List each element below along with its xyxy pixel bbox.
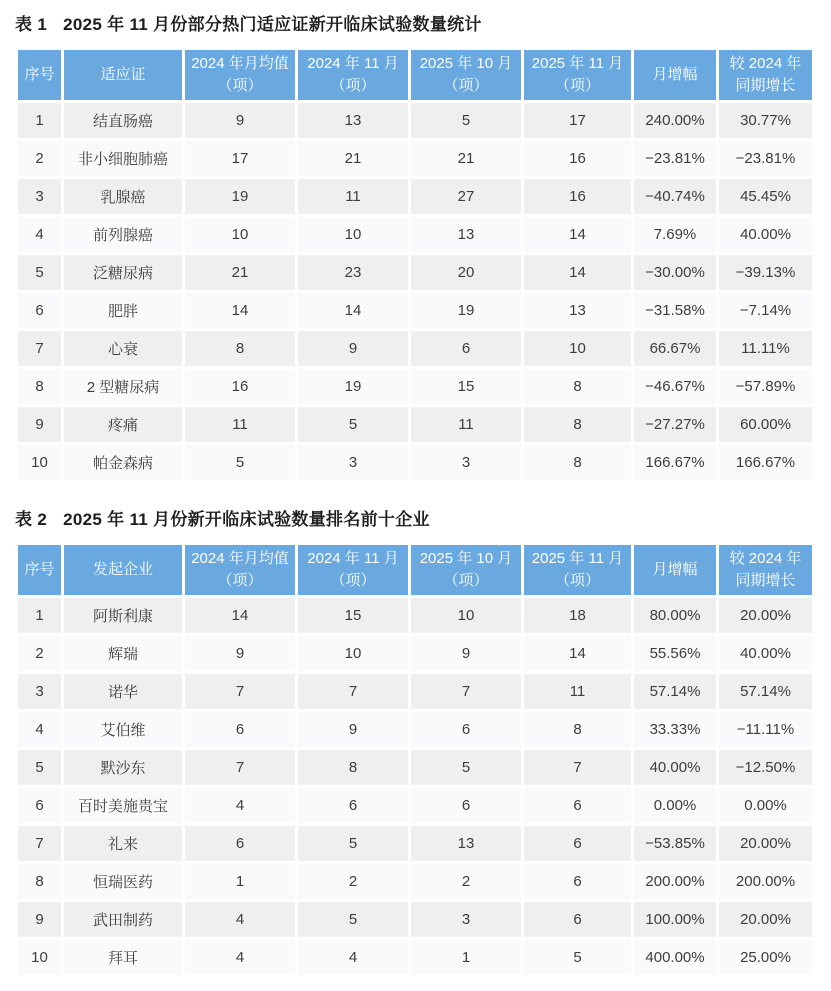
- table-cell: 2: [411, 864, 521, 899]
- table-cell: 3: [18, 674, 61, 709]
- column-header-line: 序号: [24, 66, 55, 84]
- table-cell: 166.67%: [634, 445, 716, 480]
- table-cell: 0.00%: [719, 788, 812, 823]
- table-cell: 19: [185, 179, 295, 214]
- table-cell: 6: [411, 331, 521, 366]
- table-cell: −40.74%: [634, 179, 716, 214]
- table-cell: 66.67%: [634, 331, 716, 366]
- table-cell: 默沙东: [64, 750, 182, 785]
- table-cell: 10: [298, 217, 408, 252]
- table-cell: 百时美施贵宝: [64, 788, 182, 823]
- table-cell: 8: [524, 369, 631, 404]
- table-cell: 4: [298, 940, 408, 975]
- table-cell: 2 型糖尿病: [64, 369, 182, 404]
- table-cell: 21: [185, 255, 295, 290]
- column-header: [64, 50, 182, 100]
- table-row: [18, 598, 812, 633]
- table-cell: 前列腺癌: [64, 217, 182, 252]
- table-row: [18, 255, 812, 290]
- table-cell: 240.00%: [634, 103, 716, 138]
- column-header-line: 2025 年 11 月: [531, 550, 624, 568]
- table-cell: 9: [298, 712, 408, 747]
- column-header: [411, 545, 521, 595]
- table-cell: −7.14%: [719, 293, 812, 328]
- table-cell: 4: [185, 902, 295, 937]
- table-cell: 9: [185, 636, 295, 671]
- table-cell: 8: [524, 407, 631, 442]
- table-cell: 10: [18, 445, 61, 480]
- table-cell: 4: [185, 788, 295, 823]
- table-cell: 0.00%: [634, 788, 716, 823]
- table-cell: 5: [185, 445, 295, 480]
- table-cell: 14: [185, 293, 295, 328]
- table2-label: 表 2: [15, 510, 48, 530]
- table-cell: 40.00%: [719, 636, 812, 671]
- table-cell: 40.00%: [719, 217, 812, 252]
- table-cell: 11: [298, 179, 408, 214]
- header-row: [18, 50, 812, 100]
- table-cell: 18: [524, 598, 631, 633]
- table-cell: 14: [185, 598, 295, 633]
- table-cell: 拜耳: [64, 940, 182, 975]
- table-cell: 19: [298, 369, 408, 404]
- table2-header: [18, 545, 812, 595]
- column-header-line: （项）: [330, 77, 376, 95]
- column-header-line: 较 2024 年: [729, 55, 802, 73]
- table-row: [18, 445, 812, 480]
- table-cell: 8: [298, 750, 408, 785]
- table1-caption: [15, 14, 816, 36]
- column-header: [185, 50, 295, 100]
- table-cell: 6: [524, 902, 631, 937]
- table1-body: [18, 103, 812, 480]
- table-cell: 13: [411, 826, 521, 861]
- table-cell: 200.00%: [719, 864, 812, 899]
- table-cell: 17: [524, 103, 631, 138]
- table-cell: 20.00%: [719, 598, 812, 633]
- table-cell: 14: [298, 293, 408, 328]
- table-cell: 9: [18, 902, 61, 937]
- table-cell: 14: [524, 217, 631, 252]
- table-cell: 4: [185, 940, 295, 975]
- table-cell: 6: [411, 712, 521, 747]
- table-row: [18, 103, 812, 138]
- table-cell: 8: [18, 369, 61, 404]
- table-row: [18, 902, 812, 937]
- table-row: [18, 141, 812, 176]
- column-header-line: 月增幅: [652, 561, 698, 579]
- table-cell: 100.00%: [634, 902, 716, 937]
- table-row: [18, 788, 812, 823]
- table-cell: 5: [524, 940, 631, 975]
- column-header-line: （项）: [217, 572, 263, 590]
- table-cell: 11: [185, 407, 295, 442]
- table-cell: 6: [298, 788, 408, 823]
- table-cell: 21: [411, 141, 521, 176]
- column-header-line: 月增幅: [652, 66, 698, 84]
- column-header-line: 适应证: [100, 66, 146, 84]
- table-cell: 80.00%: [634, 598, 716, 633]
- column-header-line: （项）: [443, 77, 489, 95]
- table-cell: 9: [298, 331, 408, 366]
- table-cell: 武田制药: [64, 902, 182, 937]
- table-cell: 7: [411, 674, 521, 709]
- table-row: [18, 407, 812, 442]
- table-cell: 5: [298, 902, 408, 937]
- column-header-line: 发起企业: [92, 561, 153, 579]
- table-row: [18, 864, 812, 899]
- column-header: [18, 545, 61, 595]
- column-header-line: 同期增长: [735, 77, 796, 95]
- table-cell: 11.11%: [719, 331, 812, 366]
- table-cell: 10: [298, 636, 408, 671]
- column-header: [298, 545, 408, 595]
- table2: [15, 542, 815, 978]
- table-cell: −12.50%: [719, 750, 812, 785]
- table-cell: 5: [411, 750, 521, 785]
- table-cell: 乳腺癌: [64, 179, 182, 214]
- column-header: [298, 50, 408, 100]
- table-cell: 400.00%: [634, 940, 716, 975]
- table-cell: 3: [18, 179, 61, 214]
- table-cell: 非小细胞肺癌: [64, 141, 182, 176]
- table-row: [18, 826, 812, 861]
- table-cell: 17: [185, 141, 295, 176]
- table-cell: 7.69%: [634, 217, 716, 252]
- column-header-line: 同期增长: [735, 572, 796, 590]
- column-header-line: 2024 年月均值: [191, 550, 289, 568]
- table-cell: 20.00%: [719, 826, 812, 861]
- table-cell: 19: [411, 293, 521, 328]
- table-cell: 60.00%: [719, 407, 812, 442]
- table-row: [18, 331, 812, 366]
- table-cell: 9: [411, 636, 521, 671]
- table-cell: −23.81%: [719, 141, 812, 176]
- table-cell: 21: [298, 141, 408, 176]
- table-cell: 6: [18, 788, 61, 823]
- table-cell: 11: [524, 674, 631, 709]
- table-cell: 200.00%: [634, 864, 716, 899]
- table-cell: 7: [18, 331, 61, 366]
- table-cell: 5: [18, 750, 61, 785]
- table-cell: 14: [524, 255, 631, 290]
- table-cell: −39.13%: [719, 255, 812, 290]
- column-header: [719, 545, 812, 595]
- table-cell: 8: [185, 331, 295, 366]
- table-cell: 8: [524, 445, 631, 480]
- column-header: [185, 545, 295, 595]
- table-cell: 礼来: [64, 826, 182, 861]
- table-cell: 6: [18, 293, 61, 328]
- table-cell: 55.56%: [634, 636, 716, 671]
- column-header-line: 序号: [24, 561, 55, 579]
- header-row: [18, 545, 812, 595]
- table-cell: 9: [185, 103, 295, 138]
- table-cell: 1: [18, 598, 61, 633]
- table-cell: 诺华: [64, 674, 182, 709]
- table-cell: 6: [185, 826, 295, 861]
- column-header-line: （项）: [554, 77, 600, 95]
- table-cell: −31.58%: [634, 293, 716, 328]
- table-row: [18, 217, 812, 252]
- table1: [15, 47, 815, 483]
- column-header: [719, 50, 812, 100]
- table-cell: 6: [524, 864, 631, 899]
- table-cell: 疼痛: [64, 407, 182, 442]
- column-header: [634, 545, 716, 595]
- table2-body: [18, 598, 812, 975]
- table-row: [18, 369, 812, 404]
- table-cell: 3: [298, 445, 408, 480]
- table2-caption: [15, 509, 816, 531]
- table-cell: 2: [18, 636, 61, 671]
- column-header: [64, 545, 182, 595]
- table-cell: 辉瑞: [64, 636, 182, 671]
- table-cell: 6: [524, 826, 631, 861]
- table-row: [18, 940, 812, 975]
- table-cell: 16: [185, 369, 295, 404]
- column-header-line: （项）: [217, 77, 263, 95]
- table-cell: 4: [18, 712, 61, 747]
- table-cell: −27.27%: [634, 407, 716, 442]
- table-cell: 45.45%: [719, 179, 812, 214]
- table-cell: −30.00%: [634, 255, 716, 290]
- table-cell: 5: [298, 407, 408, 442]
- table-cell: 1: [185, 864, 295, 899]
- table2-title-text: 2025 年 11 月份新开临床试验数量排名前十企业: [63, 510, 430, 530]
- table-cell: 2: [18, 141, 61, 176]
- column-header-line: 2024 年 11 月: [307, 550, 399, 568]
- column-header-line: 2025 年 11 月: [531, 55, 624, 73]
- table-cell: 1: [18, 103, 61, 138]
- table-cell: 3: [411, 445, 521, 480]
- table-cell: −23.81%: [634, 141, 716, 176]
- table-cell: 6: [411, 788, 521, 823]
- table-cell: 33.33%: [634, 712, 716, 747]
- table-cell: 13: [411, 217, 521, 252]
- table-cell: 13: [298, 103, 408, 138]
- table-row: [18, 293, 812, 328]
- table-cell: 57.14%: [719, 674, 812, 709]
- table-row: [18, 712, 812, 747]
- table2-section: [15, 509, 816, 978]
- table-cell: 16: [524, 179, 631, 214]
- table-cell: 4: [18, 217, 61, 252]
- table1-header: [18, 50, 812, 100]
- table-cell: 15: [411, 369, 521, 404]
- table-cell: 8: [524, 712, 631, 747]
- table-cell: 15: [298, 598, 408, 633]
- table-cell: 6: [524, 788, 631, 823]
- table-cell: 8: [18, 864, 61, 899]
- table-cell: 16: [524, 141, 631, 176]
- table-cell: 7: [298, 674, 408, 709]
- table-cell: 10: [185, 217, 295, 252]
- column-header: [524, 50, 631, 100]
- table-row: [18, 179, 812, 214]
- table-cell: 5: [298, 826, 408, 861]
- column-header-line: 2025 年 10 月: [419, 550, 513, 568]
- table-cell: 23: [298, 255, 408, 290]
- table-cell: 57.14%: [634, 674, 716, 709]
- table-cell: 7: [185, 750, 295, 785]
- column-header-line: （项）: [330, 572, 376, 590]
- table-cell: 40.00%: [634, 750, 716, 785]
- table1-title-text: 2025 年 11 月份部分热门适应证新开临床试验数量统计: [63, 15, 482, 34]
- table-cell: 肥胖: [64, 293, 182, 328]
- column-header: [524, 545, 631, 595]
- table-cell: 20.00%: [719, 902, 812, 937]
- table-cell: 166.67%: [719, 445, 812, 480]
- table-cell: 11: [411, 407, 521, 442]
- table-cell: 20: [411, 255, 521, 290]
- table-cell: 7: [524, 750, 631, 785]
- table-cell: 5: [18, 255, 61, 290]
- column-header-line: 2025 年 10 月: [419, 55, 513, 73]
- table-cell: −11.11%: [719, 712, 812, 747]
- table-cell: 阿斯利康: [64, 598, 182, 633]
- table-cell: 恒瑞医药: [64, 864, 182, 899]
- table-cell: 1: [411, 940, 521, 975]
- table1-section: [15, 14, 816, 483]
- column-header-line: 2024 年 11 月: [307, 55, 399, 73]
- table-cell: 6: [185, 712, 295, 747]
- table-cell: −57.89%: [719, 369, 812, 404]
- table-cell: 泛糖尿病: [64, 255, 182, 290]
- table1-label: 表 1: [15, 15, 48, 34]
- table-cell: 30.77%: [719, 103, 812, 138]
- column-header-line: 较 2024 年: [729, 550, 802, 568]
- table-cell: 13: [524, 293, 631, 328]
- table-cell: 10: [411, 598, 521, 633]
- table-cell: 心衰: [64, 331, 182, 366]
- column-header: [411, 50, 521, 100]
- table-cell: −53.85%: [634, 826, 716, 861]
- table-cell: 9: [18, 407, 61, 442]
- table-row: [18, 674, 812, 709]
- table-cell: 艾伯维: [64, 712, 182, 747]
- table-cell: 帕金森病: [64, 445, 182, 480]
- table-cell: 10: [524, 331, 631, 366]
- table-cell: 10: [18, 940, 61, 975]
- table-cell: 3: [411, 902, 521, 937]
- table-cell: 25.00%: [719, 940, 812, 975]
- table-cell: 27: [411, 179, 521, 214]
- column-header: [18, 50, 61, 100]
- column-header: [634, 50, 716, 100]
- table-cell: 5: [411, 103, 521, 138]
- table-row: [18, 750, 812, 785]
- table-cell: −46.67%: [634, 369, 716, 404]
- table-cell: 2: [298, 864, 408, 899]
- table-cell: 14: [524, 636, 631, 671]
- table-cell: 结直肠癌: [64, 103, 182, 138]
- column-header-line: 2024 年月均值: [191, 55, 289, 73]
- column-header-line: （项）: [443, 572, 489, 590]
- table-cell: 7: [18, 826, 61, 861]
- column-header-line: （项）: [554, 572, 600, 590]
- table-cell: 7: [185, 674, 295, 709]
- table-row: [18, 636, 812, 671]
